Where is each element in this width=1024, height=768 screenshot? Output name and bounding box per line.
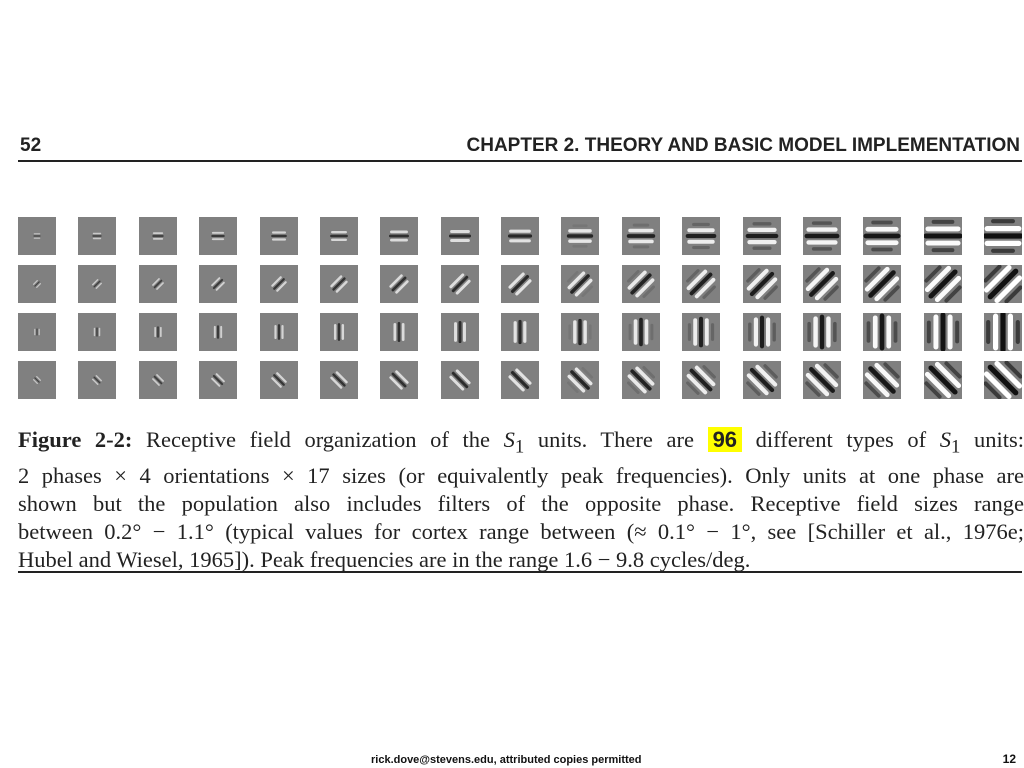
- gabor-filter: [501, 217, 539, 255]
- gabor-filter: [622, 313, 660, 351]
- gabor-filter: [380, 361, 418, 399]
- caption-line-3: shown but the population also includes filters of the opposite phase. Receptive field sizes range: [18, 490, 1024, 516]
- gabor-filter: [501, 361, 539, 399]
- gabor-filter: [320, 217, 358, 255]
- gabor-filter: [743, 361, 781, 399]
- s1-subscript: 1: [951, 436, 961, 458]
- gabor-filter: [682, 265, 720, 303]
- gabor-filter: [863, 265, 901, 303]
- gabor-filter: [561, 313, 599, 351]
- gabor-filter: [561, 361, 599, 399]
- gabor-filter: [380, 265, 418, 303]
- highlight-badge: 96: [708, 427, 742, 452]
- gabor-filter: [18, 217, 56, 255]
- caption-line-5: Hubel and Wiesel, 1965]). Peak frequencies are in the range 1.6 − 9.8 cycles/deg.: [18, 546, 751, 572]
- s1-symbol: S: [939, 427, 952, 452]
- gabor-filter: [139, 265, 177, 303]
- caption-line-1: [18, 426, 1024, 462]
- gabor-filter: [260, 361, 298, 399]
- caption-line-4: between 0.2° − 1.1° (typical values for cortex range between (≈ 0.1° − 1°, see [Schiller et al., 1976e;: [18, 518, 1024, 544]
- gabor-filter: [984, 361, 1022, 399]
- gabor-filter: [803, 265, 841, 303]
- gabor-filter: [984, 217, 1022, 255]
- page-number: 52: [20, 135, 42, 156]
- gabor-filter: [139, 361, 177, 399]
- caption-text: different types of: [742, 427, 940, 452]
- gabor-filter: [320, 265, 358, 303]
- gabor-filter: [18, 265, 56, 303]
- gabor-filter: [743, 265, 781, 303]
- gabor-filter: [743, 217, 781, 255]
- gabor-filter: [803, 361, 841, 399]
- gabor-filter: [863, 361, 901, 399]
- gabor-filter: [441, 217, 479, 255]
- gabor-filter: [501, 313, 539, 351]
- gabor-filter: [501, 265, 539, 303]
- gabor-filter: [380, 313, 418, 351]
- gabor-filter: [743, 313, 781, 351]
- gabor-filter: [260, 265, 298, 303]
- gabor-filter: [924, 361, 962, 399]
- gabor-filter: [863, 313, 901, 351]
- gabor-filter: [441, 265, 479, 303]
- caption-text: units. There are: [524, 427, 708, 452]
- gabor-filter: [682, 217, 720, 255]
- gabor-filter: [139, 217, 177, 255]
- gabor-filter: [622, 361, 660, 399]
- gabor-filter: [199, 265, 237, 303]
- gabor-filter: [18, 313, 56, 351]
- gabor-filter: [78, 361, 116, 399]
- gabor-filter: [622, 217, 660, 255]
- footer-text: rick.dove@stevens.edu, attributed copies permitted: [371, 754, 642, 766]
- gabor-filter: [78, 265, 116, 303]
- gabor-filter: [260, 313, 298, 351]
- gabor-filter: [803, 217, 841, 255]
- gabor-filter: [260, 217, 298, 255]
- gabor-filter: [199, 361, 237, 399]
- caption-text: units:: [960, 427, 1024, 452]
- caption-line-2: 2 phases × 4 orientations × 17 sizes (or equivalently peak frequencies). Only units at one phase are: [18, 462, 1024, 488]
- gabor-filter: [380, 217, 418, 255]
- caption-text: Receptive field organization of the: [146, 427, 504, 452]
- gabor-filter: [441, 361, 479, 399]
- header-rule: [18, 160, 1022, 162]
- gabor-filter: [199, 313, 237, 351]
- gabor-filter: [984, 265, 1022, 303]
- s1-subscript: 1: [514, 436, 525, 458]
- gabor-filter: [984, 313, 1022, 351]
- gabor-filter: [199, 217, 237, 255]
- gabor-filter: [924, 265, 962, 303]
- gabor-filter: [78, 217, 116, 255]
- figure-caption: [18, 426, 1024, 574]
- gabor-filter: [320, 313, 358, 351]
- gabor-filter: [803, 313, 841, 351]
- gabor-filter: [682, 361, 720, 399]
- gabor-filter: [561, 265, 599, 303]
- gabor-filter: [320, 361, 358, 399]
- caption-rule: [18, 571, 1022, 573]
- gabor-filter: [924, 313, 962, 351]
- gabor-filter: [18, 361, 56, 399]
- gabor-filter: [622, 265, 660, 303]
- gabor-filter: [441, 313, 479, 351]
- s1-symbol: S: [503, 427, 515, 452]
- gabor-filter: [682, 313, 720, 351]
- gabor-filter: [139, 313, 177, 351]
- gabor-filter: [78, 313, 116, 351]
- slide-number: 12: [1002, 752, 1016, 766]
- figure-label: Figure 2-2:: [18, 427, 133, 452]
- chapter-title: CHAPTER 2. THEORY AND BASIC MODEL IMPLEMENTATION: [466, 135, 1020, 156]
- page-header: [18, 133, 1022, 159]
- gabor-filter: [561, 217, 599, 255]
- gabor-filter: [863, 217, 901, 255]
- gabor-filter: [924, 217, 962, 255]
